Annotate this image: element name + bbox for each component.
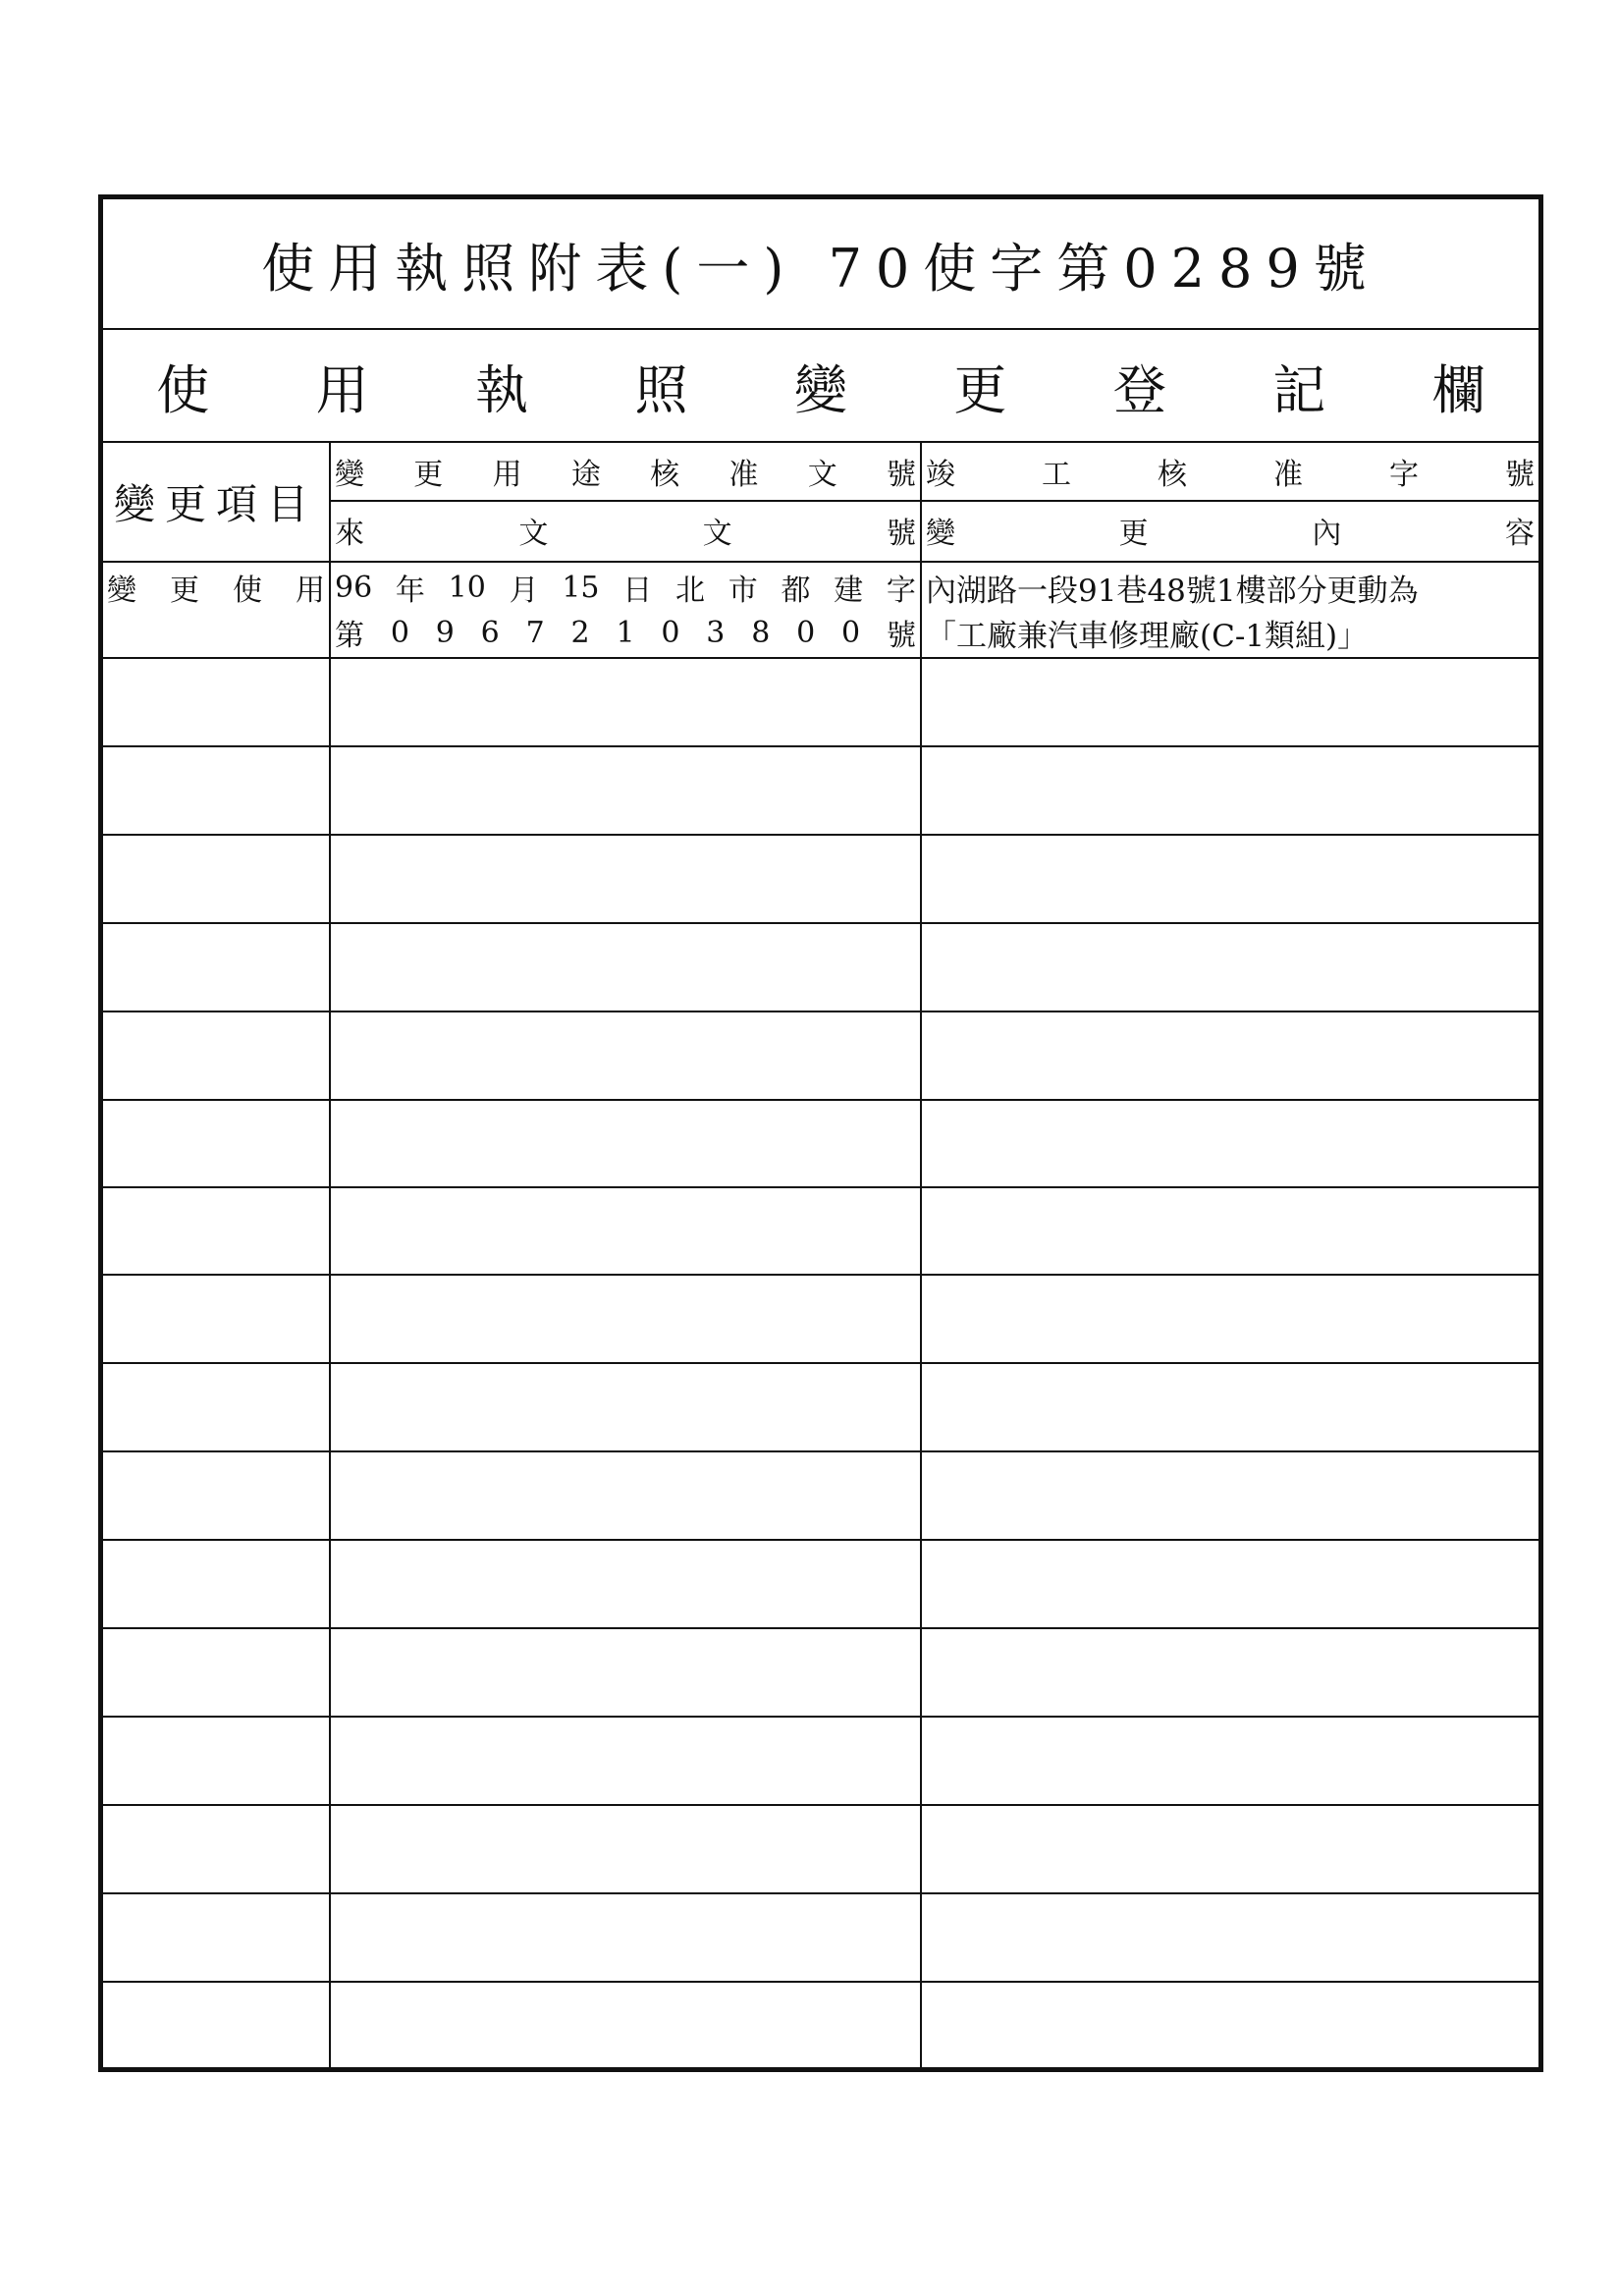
entry-char: 第 xyxy=(335,619,364,653)
entry-content-line1: 內湖路一段91巷48號1樓部分更動為 xyxy=(926,573,1419,609)
header-char: 更 xyxy=(1118,517,1149,551)
header-change-item: 變更項目 xyxy=(113,480,318,528)
row-divider xyxy=(103,1539,1538,1541)
divider xyxy=(103,328,1538,330)
header-char: 准 xyxy=(1273,458,1303,492)
entry-char: 月 xyxy=(509,574,539,608)
section-title-char: 欄 xyxy=(1431,358,1485,421)
column-divider xyxy=(920,443,922,2067)
entry-char: 0 xyxy=(796,615,816,650)
header-change-content xyxy=(922,502,1538,559)
entry-char: 使 xyxy=(233,574,262,608)
column-divider xyxy=(329,443,331,2067)
entry-char: 1 xyxy=(616,615,635,650)
entry-item xyxy=(103,565,329,610)
entry-char: 6 xyxy=(480,615,500,650)
header-char: 工 xyxy=(1042,458,1071,492)
row-divider xyxy=(103,922,1538,924)
header-char: 變 xyxy=(335,458,364,492)
section-title-char: 執 xyxy=(475,358,529,421)
row-divider xyxy=(103,1186,1538,1188)
header-char: 用 xyxy=(492,458,522,492)
row-divider xyxy=(103,745,1538,747)
header-char: 號 xyxy=(886,458,916,492)
header-char: 核 xyxy=(650,458,680,492)
section-title-char: 照 xyxy=(634,358,688,421)
entry-char: 北 xyxy=(674,574,705,608)
entry-char: 號 xyxy=(886,619,916,653)
entry-char: 2 xyxy=(570,615,590,650)
header-approval-number xyxy=(331,443,920,500)
entry-char: 用 xyxy=(296,574,325,608)
section-title-char: 使 xyxy=(156,358,210,421)
entry-char: 9 xyxy=(435,615,455,650)
entry-char: 0 xyxy=(841,615,861,650)
header-char: 字 xyxy=(1389,458,1419,492)
entry-char: 年 xyxy=(395,574,425,608)
row-divider xyxy=(103,1274,1538,1276)
header-char: 內 xyxy=(1312,517,1342,551)
section-title-char: 變 xyxy=(793,358,847,421)
row-divider xyxy=(103,1011,1538,1012)
entry-doc-line1 xyxy=(331,565,920,610)
divider xyxy=(103,561,1538,563)
entry-char: 市 xyxy=(728,574,758,608)
header-char: 竣 xyxy=(926,458,955,492)
header-incoming-number xyxy=(331,502,920,559)
entry-content-line2: 「工廠兼汽車修理廠(C-1類組)」 xyxy=(926,618,1369,654)
entry-char: 3 xyxy=(706,615,726,650)
header-char: 更 xyxy=(413,458,444,492)
entry-char: 0 xyxy=(390,615,409,650)
header-char: 文 xyxy=(518,517,549,551)
header-completion-number xyxy=(922,443,1538,500)
header-char: 文 xyxy=(702,517,732,551)
entry-char: 7 xyxy=(525,615,545,650)
entry-char: 15 xyxy=(562,570,600,605)
entry-char: 建 xyxy=(834,574,864,608)
row-divider xyxy=(103,1804,1538,1806)
entry-char: 更 xyxy=(170,574,199,608)
header-char: 容 xyxy=(1504,517,1535,551)
header-char: 變 xyxy=(926,517,955,551)
row-divider xyxy=(103,657,1538,659)
entry-char: 96 xyxy=(335,570,373,605)
entry-char: 0 xyxy=(661,615,680,650)
section-title-char: 更 xyxy=(953,358,1007,421)
header-char: 號 xyxy=(886,517,916,551)
row-divider xyxy=(103,1450,1538,1452)
entry-doc-line2 xyxy=(331,610,920,655)
row-divider xyxy=(103,1099,1538,1101)
form-title: 使用執照附表(一) 70使字第0289號 xyxy=(261,237,1380,300)
row-divider xyxy=(103,1716,1538,1718)
row-divider xyxy=(103,1627,1538,1629)
section-title-char: 用 xyxy=(315,358,369,421)
header-char: 核 xyxy=(1158,458,1187,492)
row-divider xyxy=(103,1981,1538,1983)
row-divider xyxy=(103,834,1538,836)
entry-char: 日 xyxy=(622,574,653,608)
header-char: 文 xyxy=(807,458,837,492)
section-title-char: 記 xyxy=(1272,358,1326,421)
header-char: 號 xyxy=(1505,458,1535,492)
divider xyxy=(331,500,1538,502)
section-title-char: 登 xyxy=(1112,358,1166,421)
header-char: 途 xyxy=(570,458,601,492)
entry-char: 都 xyxy=(781,574,811,608)
change-registration-form xyxy=(98,194,1543,2072)
row-divider xyxy=(103,1362,1538,1364)
entry-char: 字 xyxy=(886,574,916,608)
row-divider xyxy=(103,1892,1538,1894)
header-char: 准 xyxy=(728,458,759,492)
entry-char: 8 xyxy=(751,615,771,650)
section-title xyxy=(103,331,1538,441)
entry-char: 變 xyxy=(107,574,136,608)
entry-char: 10 xyxy=(448,570,486,605)
header-char: 來 xyxy=(335,517,364,551)
